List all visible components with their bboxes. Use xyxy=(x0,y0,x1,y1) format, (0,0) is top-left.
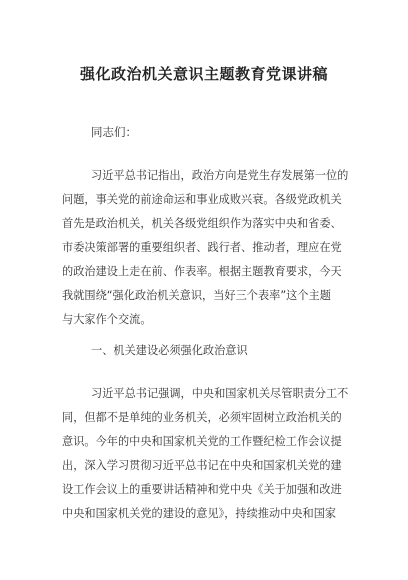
paragraph-intro xyxy=(62,164,358,332)
paragraph-line: 市委决策部署的重要组织者、践行者、推动者，理应在党 xyxy=(62,241,342,254)
paragraph-line: 中央和国家机关党的建设的意见》，持续推动中央和国家 xyxy=(62,507,337,520)
paragraph-line: 问题，事关党的前途命运和事业成败兴衰。各级党政机关 xyxy=(62,193,342,206)
paragraph-line: 我就围绕“强化政治机关意识，当好三个表率”这个主题 xyxy=(62,289,331,302)
paragraph-line: 出，深入学习贯彻习近平总书记在中央和国家机关党的建 xyxy=(62,459,342,472)
salutation: 同志们： xyxy=(91,125,137,139)
paragraph-line: 习近平总书记指出，政治方向是党生存发展第一位的 xyxy=(91,169,349,182)
paragraph-section-1 xyxy=(62,382,358,526)
paragraph-line: 与大家作个交流。 xyxy=(62,313,152,326)
paragraph-line: 意识。今年的中央和国家机关党的工作暨纪检工作会议提 xyxy=(62,435,342,448)
paragraph-line: 设工作会议上的重要讲话精神和党中央《关于加强和改进 xyxy=(62,483,342,496)
section-heading: 一、机关建设必须强化政治意识 xyxy=(91,344,248,357)
paragraph-line: 首先是政治机关，机关各级党组织作为落实中央和省委、 xyxy=(62,217,342,230)
paragraph-line: 同，但都不是单纯的业务机关，必须牢固树立政治机关的 xyxy=(62,411,342,424)
paragraph-line: 习近平总书记强调，中央和国家机关尽管职责分工不 xyxy=(91,387,349,400)
paragraph-line: 的政治建设上走在前、作表率。根据主题教育要求，今天 xyxy=(62,265,342,278)
document-title: 强化政治机关意识主题教育党课讲稿 xyxy=(79,65,328,83)
